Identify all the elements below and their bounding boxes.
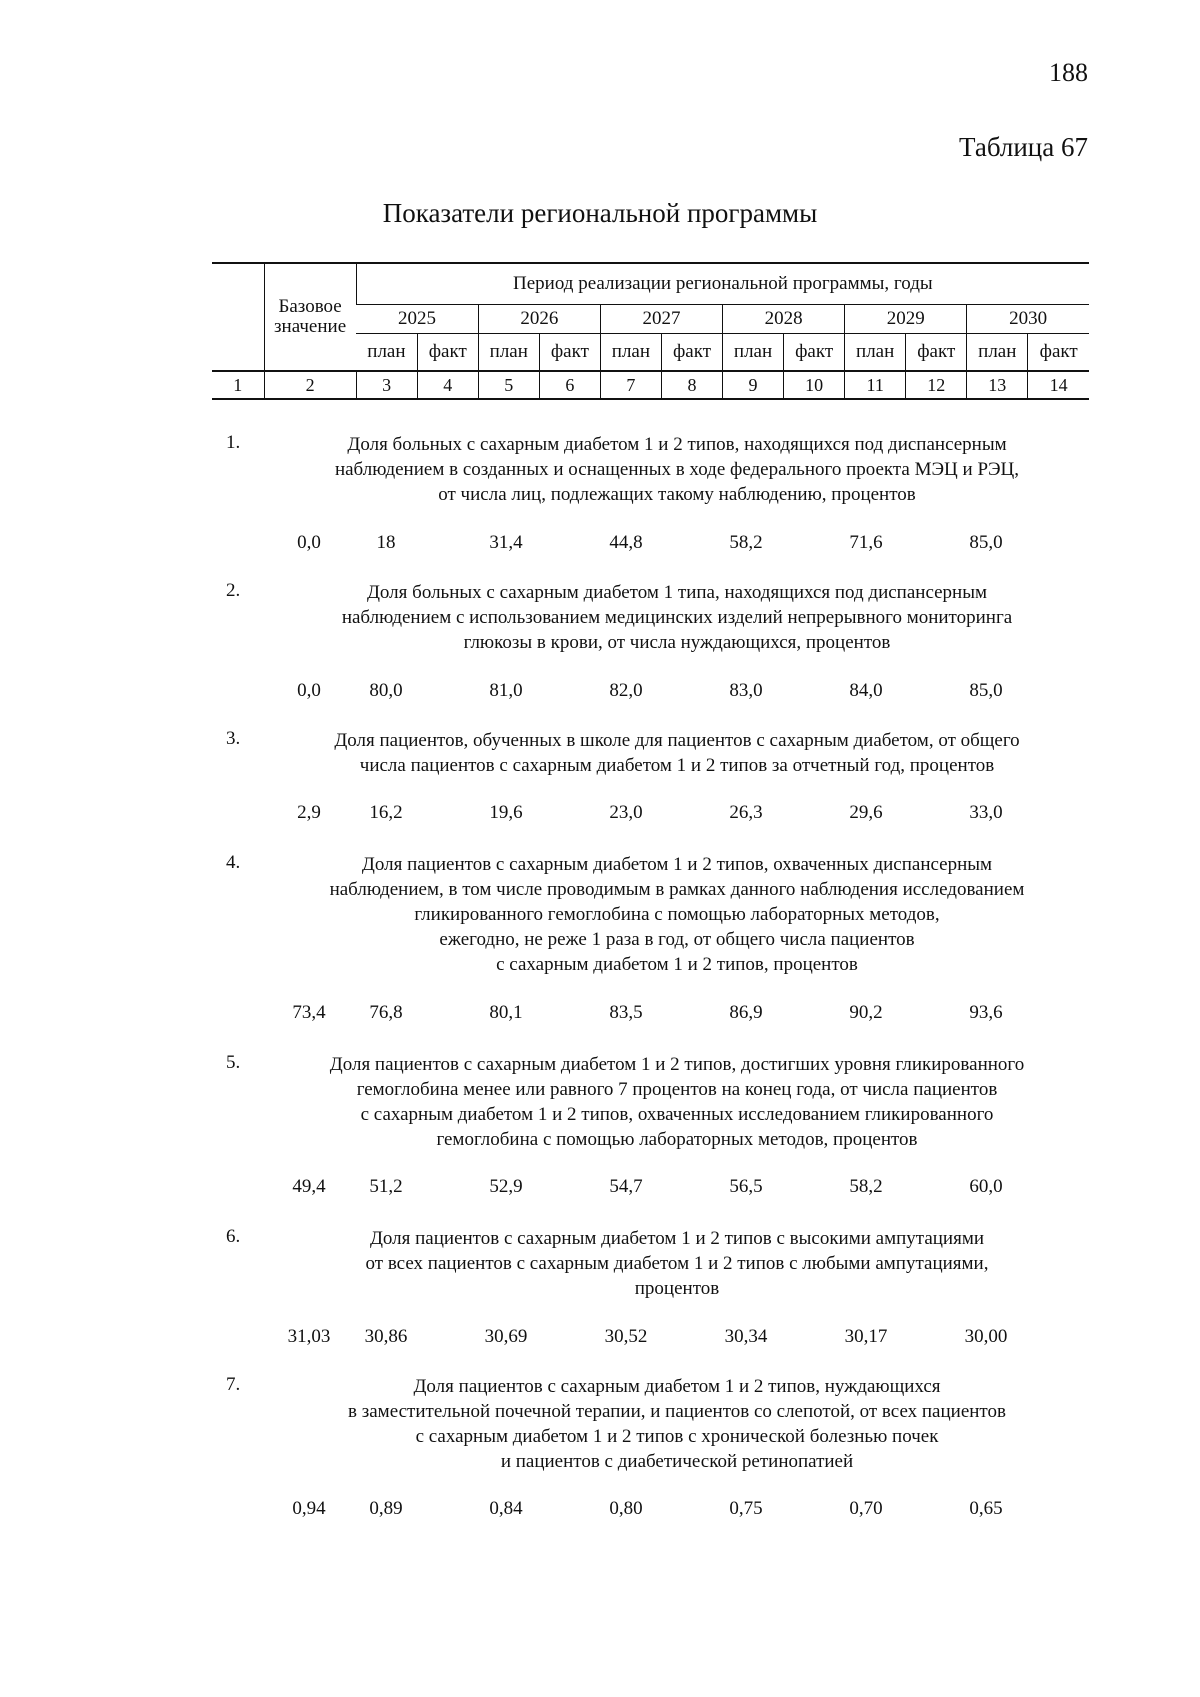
indicator-line: наблюдением в созданных и оснащенных в ходе федерального проекта МЭЦ и РЭЦ,	[334, 459, 1020, 480]
plan-2028-value: 56,5	[729, 1176, 763, 1197]
header-year: 2027	[600, 305, 722, 334]
indicator-line: и пациентов с диабетической ретинопатией	[500, 1451, 854, 1472]
plan-2030-value: 85,0	[969, 532, 1003, 553]
indicator-line: от числа лиц, подлежащих такому наблюдению, процентов	[438, 484, 916, 505]
header-fact: факт	[539, 334, 600, 372]
header-fact: факт	[784, 334, 845, 372]
plan-2026-value: 80,1	[489, 1002, 523, 1023]
header-plan: план	[723, 334, 784, 372]
indicator-number: 1.	[226, 432, 241, 453]
plan-2029-value: 0,70	[849, 1498, 883, 1519]
plan-2028-value: 86,9	[729, 1002, 763, 1023]
plan-2027-value: 54,7	[609, 1176, 643, 1197]
base-value: 31,03	[287, 1326, 331, 1347]
plan-2029-value: 58,2	[849, 1176, 883, 1197]
plan-2025-value: 30,86	[364, 1326, 408, 1347]
header-year: 2025	[356, 305, 478, 334]
plan-2028-value: 58,2	[729, 532, 763, 553]
plan-2030-value: 60,0	[969, 1176, 1003, 1197]
plan-2030-value: 0,65	[969, 1498, 1003, 1519]
plan-2026-value: 81,0	[489, 680, 523, 701]
page-number: 188	[1049, 58, 1088, 87]
indicator-line: Доля пациентов с сахарным диабетом 1 и 2 типов, охваченных диспансерным	[361, 854, 993, 875]
plan-2026-value: 19,6	[489, 802, 523, 823]
plan-2027-value: 30,52	[604, 1326, 648, 1347]
table-label: Таблица 67	[959, 132, 1088, 162]
plan-2026-value: 30,69	[484, 1326, 528, 1347]
plan-2029-value: 71,6	[849, 532, 883, 553]
plan-2030-value: 85,0	[969, 680, 1003, 701]
indicator-line: ежегодно, не реже 1 раза в год, от общего числа пациентов	[439, 929, 915, 950]
header-plan: план	[356, 334, 417, 372]
plan-2025-value: 0,89	[369, 1498, 403, 1519]
plan-2030-value: 30,00	[964, 1326, 1008, 1347]
plan-2026-value: 0,84	[489, 1498, 523, 1519]
indicator-number: 2.	[226, 580, 241, 601]
indicator-line: процентов	[634, 1278, 720, 1299]
header-fact: факт	[661, 334, 722, 372]
plan-2025-value: 16,2	[369, 802, 403, 823]
column-number: 11	[845, 371, 906, 399]
column-number: 13	[967, 371, 1028, 399]
plan-2029-value: 90,2	[849, 1002, 883, 1023]
header-plan: план	[478, 334, 539, 372]
indicator-description	[262, 1052, 1092, 1152]
column-number: 14	[1028, 371, 1089, 399]
base-value: 73,4	[292, 1002, 326, 1023]
header-year: 2026	[478, 305, 600, 334]
indicator-description	[262, 852, 1092, 977]
indicator-line: с сахарным диабетом 1 и 2 типов, охваченных исследованием гликированного	[360, 1104, 994, 1125]
column-number: 8	[661, 371, 722, 399]
indicator-description	[262, 1226, 1092, 1301]
header-fact: факт	[417, 334, 478, 372]
indicator-number: 4.	[226, 852, 241, 873]
indicator-line: наблюдением, в том числе проводимым в рамках данного наблюдения исследованием	[329, 879, 1025, 900]
header-plan: план	[600, 334, 661, 372]
indicator-line: гемоглобина менее или равного 7 процентов на конец года, от числа пациентов	[356, 1079, 998, 1100]
header-period: Период реализации региональной программы, годы	[356, 263, 1089, 305]
indicator-description	[262, 432, 1092, 507]
plan-2029-value: 84,0	[849, 680, 883, 701]
plan-2025-value: 76,8	[369, 1002, 403, 1023]
indicator-line: в заместительной почечной терапии, и пациентов со слепотой, от всех пациентов	[348, 1401, 1006, 1422]
indicator-line: гемоглобина с помощью лабораторных методов, процентов	[436, 1129, 918, 1150]
column-number: 6	[539, 371, 600, 399]
indicator-line: от всех пациентов с сахарным диабетом 1 и 2 типов с любыми ампутациями,	[365, 1253, 989, 1274]
plan-2025-value: 80,0	[369, 680, 403, 701]
indicator-line: глюкозы в крови, от числа нуждающихся, процентов	[463, 632, 891, 653]
indicator-number: 5.	[226, 1052, 241, 1073]
indicator-description	[262, 580, 1092, 655]
plan-2027-value: 82,0	[609, 680, 643, 701]
indicator-line: с сахарным диабетом 1 и 2 типов, процентов	[496, 954, 858, 975]
plan-2028-value: 30,34	[724, 1326, 768, 1347]
base-value: 0,0	[297, 532, 321, 553]
base-value: 49,4	[292, 1176, 326, 1197]
indicator-line: Доля пациентов с сахарным диабетом 1 и 2 типов с высокими ампутациями	[369, 1228, 985, 1249]
header-year: 2029	[845, 305, 967, 334]
column-number: 7	[600, 371, 661, 399]
column-number: 10	[784, 371, 845, 399]
base-value: 2,9	[297, 802, 321, 823]
plan-2025-value: 51,2	[369, 1176, 403, 1197]
plan-2027-value: 44,8	[609, 532, 643, 553]
base-value: 0,0	[297, 680, 321, 701]
indicator-description	[262, 1374, 1092, 1474]
column-number: 9	[723, 371, 784, 399]
header-plan: план	[845, 334, 906, 372]
plan-2025-value: 18	[376, 532, 396, 553]
plan-2028-value: 26,3	[729, 802, 763, 823]
indicator-line: числа пациентов с сахарным диабетом 1 и 2 типов за отчетный год, процентов	[359, 755, 995, 776]
column-number: 3	[356, 371, 417, 399]
header-plan: план	[967, 334, 1028, 372]
base-value: 0,94	[292, 1498, 326, 1519]
plan-2027-value: 23,0	[609, 802, 643, 823]
indicator-number: 6.	[226, 1226, 241, 1247]
plan-2030-value: 93,6	[969, 1002, 1003, 1023]
indicator-line: Доля пациентов с сахарным диабетом 1 и 2 типов, нуждающихся	[413, 1376, 941, 1397]
plan-2027-value: 83,5	[609, 1002, 643, 1023]
table-header	[212, 262, 1089, 400]
header-blank-cell	[212, 263, 264, 371]
plan-2027-value: 0,80	[609, 1498, 643, 1519]
indicator-number: 7.	[226, 1374, 241, 1395]
plan-2026-value: 31,4	[489, 532, 523, 553]
header-base-value: Базовое значение	[264, 263, 356, 371]
column-number: 1	[212, 371, 264, 399]
column-number: 5	[478, 371, 539, 399]
header-fact: факт	[906, 334, 967, 372]
plan-2030-value: 33,0	[969, 802, 1003, 823]
indicator-line: Доля пациентов с сахарным диабетом 1 и 2 типов, достигших уровня гликированного	[329, 1054, 1025, 1075]
plan-2029-value: 29,6	[849, 802, 883, 823]
plan-2026-value: 52,9	[489, 1176, 523, 1197]
column-number: 12	[906, 371, 967, 399]
plan-2029-value: 30,17	[844, 1326, 888, 1347]
header-year: 2030	[967, 305, 1089, 334]
indicator-line: гликированного гемоглобина с помощью лабораторных методов,	[414, 904, 940, 925]
plan-2028-value: 83,0	[729, 680, 763, 701]
indicator-line: Доля больных с сахарным диабетом 1 типа, находящихся под диспансерным	[366, 582, 988, 603]
indicator-line: Доля пациентов, обученных в школе для пациентов с сахарным диабетом, от общего	[334, 730, 1020, 751]
plan-2028-value: 0,75	[729, 1498, 763, 1519]
indicator-number: 3.	[226, 728, 241, 749]
header-year: 2028	[723, 305, 845, 334]
column-number: 2	[264, 371, 356, 399]
indicator-line: наблюдением с использованием медицинских изделий непрерывного мониторинга	[341, 607, 1013, 628]
header-fact: факт	[1028, 334, 1089, 372]
page-title: Показатели региональной программы	[382, 198, 818, 228]
indicator-line: с сахарным диабетом 1 и 2 типов с хронической болезнью почек	[415, 1426, 939, 1447]
indicator-description	[262, 728, 1092, 778]
indicator-line: Доля больных с сахарным диабетом 1 и 2 типов, находящихся под диспансерным	[347, 434, 1007, 455]
column-number: 4	[417, 371, 478, 399]
